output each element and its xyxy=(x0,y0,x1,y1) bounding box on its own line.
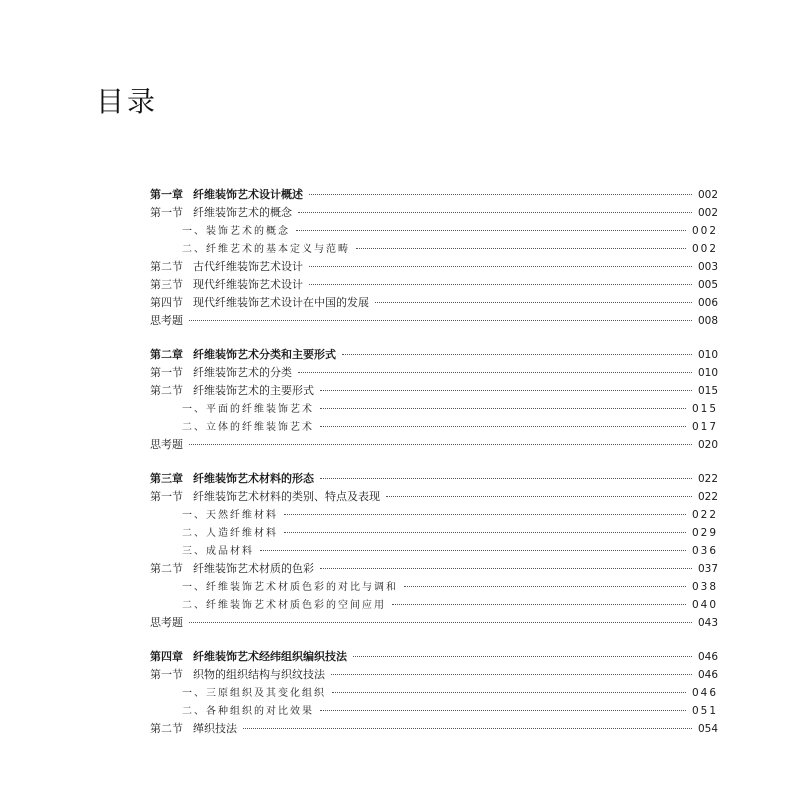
toc-page-number: 005 xyxy=(697,279,718,291)
toc-chapter-group xyxy=(150,186,718,330)
dot-leader xyxy=(284,514,686,515)
dot-leader xyxy=(392,604,686,605)
dot-leader xyxy=(356,248,686,249)
dot-leader xyxy=(189,320,692,321)
toc-entry-label: 第一节 xyxy=(150,206,183,219)
toc-entry-title: 纤维装饰艺术的分类 xyxy=(193,366,292,379)
toc-entry-title: 一、平面的纤维装饰艺术 xyxy=(182,404,314,415)
toc-entry-title: 一、天然纤维材料 xyxy=(182,510,278,521)
toc-entry-label: 第四节 xyxy=(150,296,183,309)
toc-page-number: 051 xyxy=(691,705,718,717)
toc-entry-title: 一、装饰艺术的概念 xyxy=(182,226,290,237)
toc-entry-label: 第四章 xyxy=(150,650,183,663)
toc-page-number: 046 xyxy=(691,687,718,699)
toc-entry-label: 第二节 xyxy=(150,384,183,397)
toc-entry-title: 现代纤维装饰艺术设计在中国的发展 xyxy=(193,296,369,309)
toc-entry-sub[interactable] xyxy=(150,222,718,240)
toc-entry-sub[interactable] xyxy=(150,418,718,436)
toc-entry-section[interactable] xyxy=(150,666,718,684)
dot-leader xyxy=(404,586,686,587)
toc-page-number: 040 xyxy=(691,599,718,611)
toc-entry-title: 现代纤维装饰艺术设计 xyxy=(193,278,303,291)
toc-entry-label: 第二节 xyxy=(150,562,183,575)
toc-entry-sub[interactable] xyxy=(150,578,718,596)
toc-entry-title: 一、纤维装饰艺术材质色彩的对比与调和 xyxy=(182,582,398,593)
toc-page-number: 002 xyxy=(691,243,718,255)
toc-entry-title: 三、成品材料 xyxy=(182,546,254,557)
toc-entry-title: 思考题 xyxy=(150,616,183,629)
dot-leader xyxy=(320,408,686,409)
dot-leader xyxy=(298,212,692,213)
dot-leader xyxy=(309,194,692,195)
toc-chapter-group xyxy=(150,346,718,454)
toc-entry-label: 第二节 xyxy=(150,260,183,273)
toc-page-number: 003 xyxy=(697,261,718,273)
toc-page-number: 022 xyxy=(691,509,718,521)
toc-entry-section[interactable] xyxy=(150,204,718,222)
toc-entry-label: 第一章 xyxy=(150,188,183,201)
toc-entry-label: 第二章 xyxy=(150,348,183,361)
toc-entry-review[interactable] xyxy=(150,436,718,454)
toc-entry-review[interactable] xyxy=(150,312,718,330)
toc-entry-section[interactable] xyxy=(150,382,718,400)
toc-chapter-group xyxy=(150,470,718,632)
dot-leader xyxy=(332,692,686,693)
toc-entry-section[interactable] xyxy=(150,258,718,276)
toc-entry-label: 第一节 xyxy=(150,668,183,681)
dot-leader xyxy=(342,354,692,355)
toc-page-number: 008 xyxy=(697,315,718,327)
toc-entry-title: 织物的组织结构与织纹技法 xyxy=(193,668,325,681)
toc-entry-section[interactable] xyxy=(150,364,718,382)
toc-entry-sub[interactable] xyxy=(150,702,718,720)
dot-leader xyxy=(386,496,692,497)
dot-leader xyxy=(320,478,692,479)
toc-entry-section[interactable] xyxy=(150,294,718,312)
toc-page-number: 054 xyxy=(697,723,718,735)
toc-page-number: 043 xyxy=(697,617,718,629)
toc-entry-chapter[interactable] xyxy=(150,470,718,488)
dot-leader xyxy=(189,444,692,445)
toc-entry-title: 二、立体的纤维装饰艺术 xyxy=(182,422,314,433)
toc-entry-title: 纤维装饰艺术分类和主要形式 xyxy=(193,348,336,361)
dot-leader xyxy=(320,390,692,391)
dot-leader xyxy=(189,622,692,623)
toc-entry-title: 纤维装饰艺术材料的类别、特点及表现 xyxy=(193,490,380,503)
toc-page-number: 006 xyxy=(697,297,718,309)
dot-leader xyxy=(320,710,686,711)
toc-entry-title: 纤维装饰艺术材料的形态 xyxy=(193,472,314,485)
toc-entry-label: 第二节 xyxy=(150,722,183,735)
toc-entry-title: 一、三原组织及其变化组织 xyxy=(182,688,326,699)
toc-page-number: 037 xyxy=(697,563,718,575)
toc-entry-label: 第一节 xyxy=(150,490,183,503)
dot-leader xyxy=(243,728,692,729)
toc-page-number: 010 xyxy=(697,367,718,379)
toc-entry-sub[interactable] xyxy=(150,542,718,560)
dot-leader xyxy=(375,302,692,303)
dot-leader xyxy=(260,550,686,551)
page-title: 目录 xyxy=(96,85,159,118)
dot-leader xyxy=(298,372,692,373)
toc-entry-title: 纤维装饰艺术的主要形式 xyxy=(193,384,314,397)
toc-entry-title: 古代纤维装饰艺术设计 xyxy=(193,260,303,273)
toc-entry-section[interactable] xyxy=(150,720,718,738)
dot-leader xyxy=(284,532,686,533)
toc-entry-title: 二、人造纤维材料 xyxy=(182,528,278,539)
toc-entry-title: 二、纤维艺术的基本定义与范畴 xyxy=(182,244,350,255)
toc-entry-title: 思考题 xyxy=(150,438,183,451)
dot-leader xyxy=(309,266,692,267)
dot-leader xyxy=(320,426,686,427)
toc-chapter-group xyxy=(150,648,718,738)
toc-page-number: 022 xyxy=(697,473,718,485)
toc-page-number: 002 xyxy=(697,189,718,201)
toc-entry-label: 第三节 xyxy=(150,278,183,291)
toc-entry-sub[interactable] xyxy=(150,684,718,702)
toc-page-number: 036 xyxy=(691,545,718,557)
toc-page-number: 038 xyxy=(691,581,718,593)
toc-entry-review[interactable] xyxy=(150,614,718,632)
toc-entry-title: 纤维装饰艺术材质的色彩 xyxy=(193,562,314,575)
toc-page-number: 046 xyxy=(697,651,718,663)
toc-entry-chapter[interactable] xyxy=(150,648,718,666)
toc-entry-title: 二、纤维装饰艺术材质色彩的空间应用 xyxy=(182,600,386,611)
toc-entry-sub[interactable] xyxy=(150,506,718,524)
toc-page-number: 017 xyxy=(691,421,718,433)
dot-leader xyxy=(331,674,692,675)
table-of-contents xyxy=(150,186,718,754)
toc-entry-sub[interactable] xyxy=(150,596,718,614)
dot-leader xyxy=(353,656,692,657)
toc-entry-title: 二、各种组织的对比效果 xyxy=(182,706,314,717)
toc-entry-title: 思考题 xyxy=(150,314,183,327)
toc-page-number: 002 xyxy=(691,225,718,237)
toc-entry-chapter[interactable] xyxy=(150,346,718,364)
toc-page-number: 010 xyxy=(697,349,718,361)
toc-page-number: 002 xyxy=(697,207,718,219)
toc-entry-sub[interactable] xyxy=(150,400,718,418)
toc-entry-section[interactable] xyxy=(150,488,718,506)
toc-entry-sub[interactable] xyxy=(150,524,718,542)
toc-entry-label: 第三章 xyxy=(150,472,183,485)
toc-entry-sub[interactable] xyxy=(150,240,718,258)
dot-leader xyxy=(296,230,686,231)
toc-entry-section[interactable] xyxy=(150,276,718,294)
toc-entry-title: 纤维装饰艺术的概念 xyxy=(193,206,292,219)
toc-entry-section[interactable] xyxy=(150,560,718,578)
toc-page-number: 015 xyxy=(697,385,718,397)
toc-entry-title: 纤维装饰艺术经纬组织编织技法 xyxy=(193,650,347,663)
dot-leader xyxy=(309,284,692,285)
toc-entry-title: 缂织技法 xyxy=(193,722,237,735)
toc-entry-chapter[interactable] xyxy=(150,186,718,204)
toc-page-number: 029 xyxy=(691,527,718,539)
toc-page-number: 015 xyxy=(691,403,718,415)
toc-entry-title: 纤维装饰艺术设计概述 xyxy=(193,188,303,201)
toc-page-number: 046 xyxy=(697,669,718,681)
toc-page-number: 020 xyxy=(697,439,718,451)
dot-leader xyxy=(320,568,692,569)
toc-entry-label: 第一节 xyxy=(150,366,183,379)
toc-page-number: 022 xyxy=(697,491,718,503)
